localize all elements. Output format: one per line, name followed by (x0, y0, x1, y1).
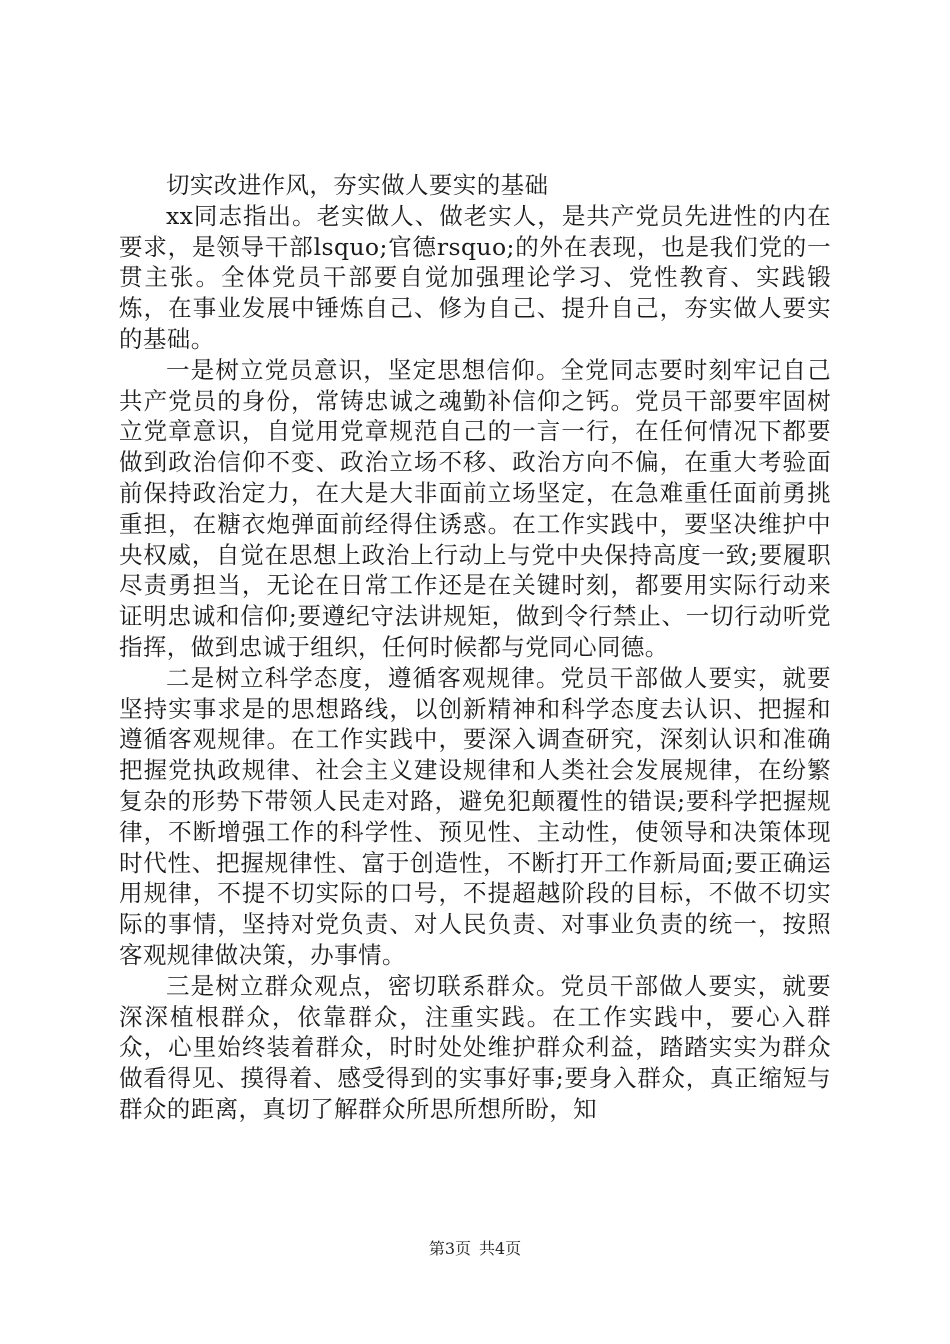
document-title: 切实改进作风，夯实做人要实的基础 (166, 171, 549, 199)
page-total: 共4页 (479, 1239, 522, 1258)
paragraph-intro: xx同志指出。老实做人、做老实人，是共产党员先进性的内在要求，是领导干部lsquo;官德rsquo;的外在表现，也是我们党的一贯主张。全体党员干部要自觉加强理论学习、党性教育、实践锻炼，在事业发展中锤炼自己、修为自己、提升自己，夯实做人要实的基础。 (119, 201, 831, 353)
page-footer (0, 1238, 950, 1260)
paragraph-scientific-attitude: 二是树立科学态度，遵循客观规律。党员干部做人要实，就要坚持实事求是的思想路线，以创新精神和科学态度去认识、把握和遵循客观规律。在工作实践中，要深入调查研究，深刻认识和准确把握党执政规律、社会主义建设规律和人类社会发展规律，在纷繁复杂的形势下带领人民走对路，避免犯颠覆性的错误;要科学把握规律，不断增强工作的科学性、预见性、主动性，使领导和决策体现时代性、把握规律性、富于创造性，不断打开工作新局面;要正确运用规律，不提不切实际的口号，不提超越阶段的目标，不做不切实际的事情，坚持对党负责、对人民负责、对事业负责的统一，按照客观规律做决策，办事情。 (119, 663, 831, 969)
page-number: 第3页 (428, 1239, 471, 1258)
paragraph-mass-viewpoint: 三是树立群众观点，密切联系群众。党员干部做人要实，就要深深植根群众，依靠群众，注重实践。在工作实践中，要心入群众，心里始终装着群众，时时处处维护群众利益，踏踏实实为群众做看得见、摸得着、感受得到的实事好事;要身入群众，真正缩短与群众的距离，真切了解群众所思所想所盼，知 (119, 971, 831, 1123)
document-body (119, 170, 831, 1125)
paragraph-party-awareness: 一是树立党员意识，坚定思想信仰。全党同志要时刻牢记自己共产党员的身份，常铸忠诚之魂勤补信仰之钙。党员干部要牢固树立党章意识，自觉用党章规范自己的一言一行，在任何情况下都要做到政治信仰不变、政治立场不移、政治方向不偏，在重大考验面前保持政治定力，在大是大非面前立场坚定，在急难重任面前勇挑重担，在糖衣炮弹面前经得住诱惑。在工作实践中，要坚决维护中央权威，自觉在思想上政治上行动上与党中央保持高度一致;要履职尽责勇担当，无论在日常工作还是在关键时刻，都要用实际行动来证明忠诚和信仰;要遵纪守法讲规矩，做到令行禁止、一切行动听党指挥，做到忠诚于组织，任何时候都与党同心同德。 (119, 355, 831, 661)
